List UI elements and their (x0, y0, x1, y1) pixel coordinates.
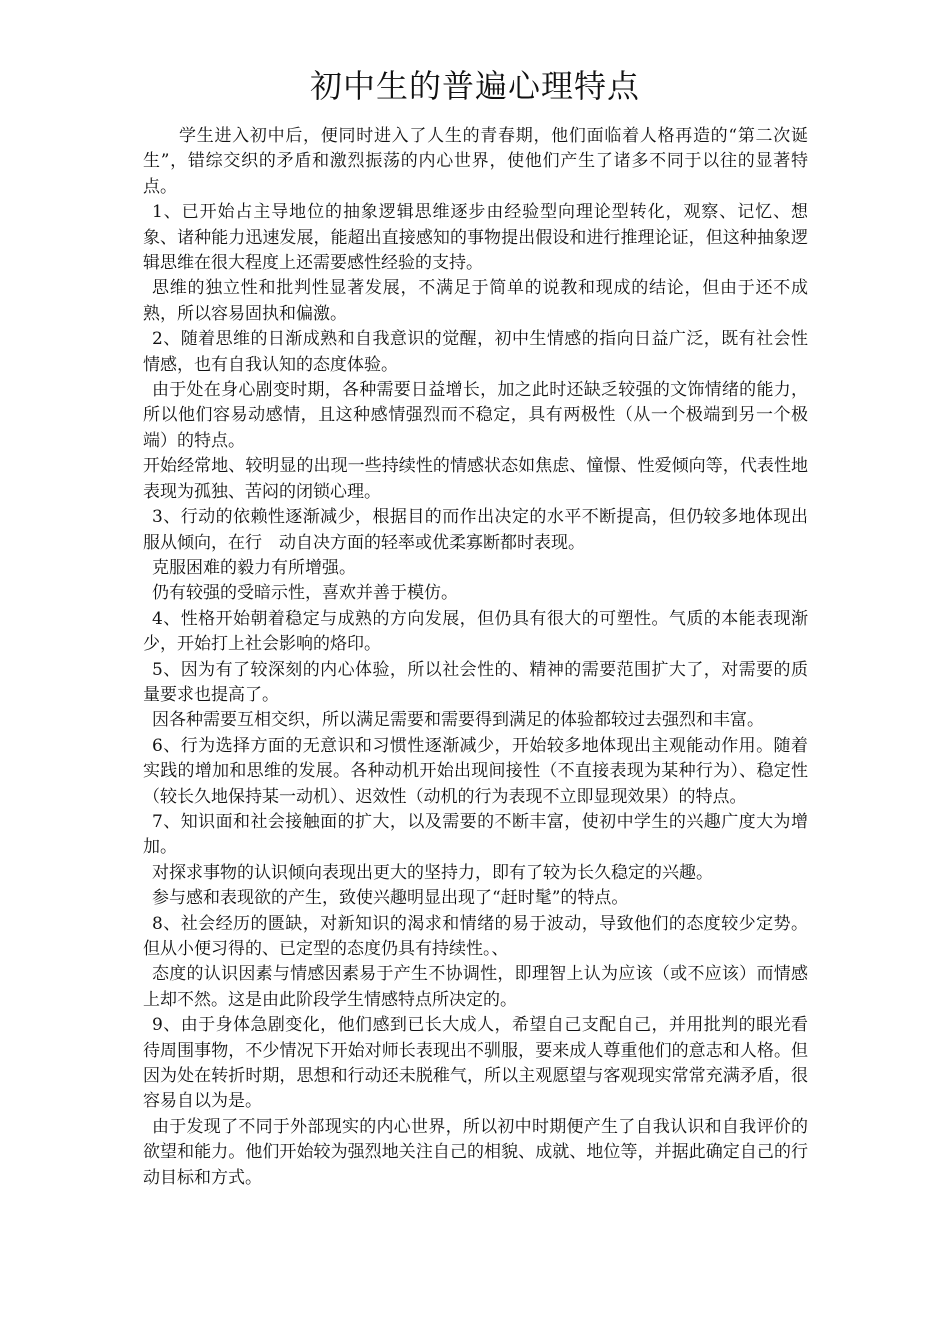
paragraph-point-3-detail-a: 克服困难的毅力有所增强。 (152, 557, 356, 578)
paragraph-point-2: 2、随着思维的日渐成熟和自我意识的觉醒，初中生情感的指向日益广泛，既有社会性情感，也有自我认知的态度体验。 (143, 329, 808, 375)
paragraph-point-9: 9、由于身体急剧变化，他们感到已长大成人，希望自己支配自己，并用批判的眼光看待周围事物，不少情况下开始对师长表现出不驯服，要来成人尊重他们的意志和人格。但因为处在转折时期，思想和行动还未脱稚气，所以主观愿望与客观现实常常充满矛盾，很容易自以为是。 (143, 1015, 808, 1112)
paragraph-intro: 学生进入初中后，便同时进入了人生的青春期，他们面临着人格再造的“第二次诞生”，错综交织的矛盾和激烈振荡的内心世界，使他们产生了诸多不同于以往的显著特点。 (143, 126, 808, 197)
paragraph-point-4: 4、性格开始朝着稳定与成熟的方向发展，但仍具有很大的可塑性。气质的本能表现渐少，开始打上社会影响的烙印。 (143, 608, 808, 655)
paragraph-point-5-detail: 因各种需要互相交织，所以满足需要和需要得到满足的体验都较过去强烈和丰富。 (152, 710, 764, 731)
paragraph-point-7-detail-b: 参与感和表现欲的产生，致使兴趣明显出现了“赶时髦”的特点。 (152, 888, 629, 909)
paragraph-point-5: 5、因为有了较深刻的内心体验，所以社会性的、精神的需要范围扩大了，对需要的质量要求也提高了。 (143, 659, 808, 705)
paragraph-point-1: 1、已开始占主导地位的抽象逻辑思维逐步由经验型向理论型转化，观察、记忆、想象、诸种能力迅速发展，能超出直接感知的事物提出假设和进行推理论证，但这种抽象逻辑思维在很大程度上还需要感性经验的支持。 (143, 202, 808, 274)
document-body (143, 124, 808, 1191)
paragraph-point-9-detail: 由于发现了不同于外部现实的内心世界，所以初中时期便产生了自我认识和自我评价的欲望和能力。他们开始较为强烈地关注自己的相貌、成就、地位等，并据此确定自己的行动目标和方式。 (143, 1116, 808, 1188)
paragraph-point-2-detail-a: 由于处在身心剧变时期，各种需要日益增长，加之此时还缺乏较强的文饰情绪的能力，所以他们容易动感情，且这种感情强烈而不稳定，具有两极性（从一个极端到另一个极端）的特点。 (143, 380, 808, 451)
paragraph-point-1-detail: 思维的独立性和批判性显著发展，不满足于简单的说教和现成的结论，但由于还不成熟，所以容易固执和偏激。 (143, 278, 808, 324)
paragraph-point-7: 7、知识面和社会接触面的扩大，以及需要的不断丰富，使初中学生的兴趣广度大为增加。 (143, 811, 808, 858)
paragraph-point-3-detail-b: 仍有较强的受暗示性，喜欢并善于模仿。 (152, 583, 458, 604)
paragraph-point-3: 3、行动的依赖性逐渐减少，根据目的而作出决定的水平不断提高，但仍较多地体现出服从倾向，在行 动自决方面的轻率或优柔寡断都时表现。 (143, 507, 808, 553)
paragraph-point-7-detail-a: 对探求事物的认识倾向表现出更大的坚持力，即有了较为长久稳定的兴趣。 (152, 862, 713, 883)
paragraph-point-8: 8、社会经历的匮缺，对新知识的渴求和情绪的易于波动，导致他们的态度较少定势。但从小便习得的、已定型的态度仍具有持续性。、 (143, 913, 808, 959)
paragraph-point-6: 6、行为选择方面的无意识和习惯性逐渐减少，开始较多地体现出主观能动作用。随着实践的增加和思维的发展。各种动机开始出现间接性（不直接表现为某种行为）、稳定性（较长久地保持某一动机）、迟效性（动机的行为表现不立即显现效果）的特点。 (143, 735, 808, 807)
document-title: 初中生的普遍心理特点 (309, 67, 640, 105)
paragraph-point-8-detail: 态度的认识因素与情感因素易于产生不协调性，即理智上认为应该（或不应该）而情感上却不然。这是由此阶段学生情感特点所决定的。 (143, 964, 808, 1010)
paragraph-point-2-detail-b: 开始经常地、较明显的出现一些持续性的情感状态如焦虑、憧憬、性爱倾向等，代表性地表现为孤独、苦闷的闭锁心理。 (143, 456, 808, 502)
